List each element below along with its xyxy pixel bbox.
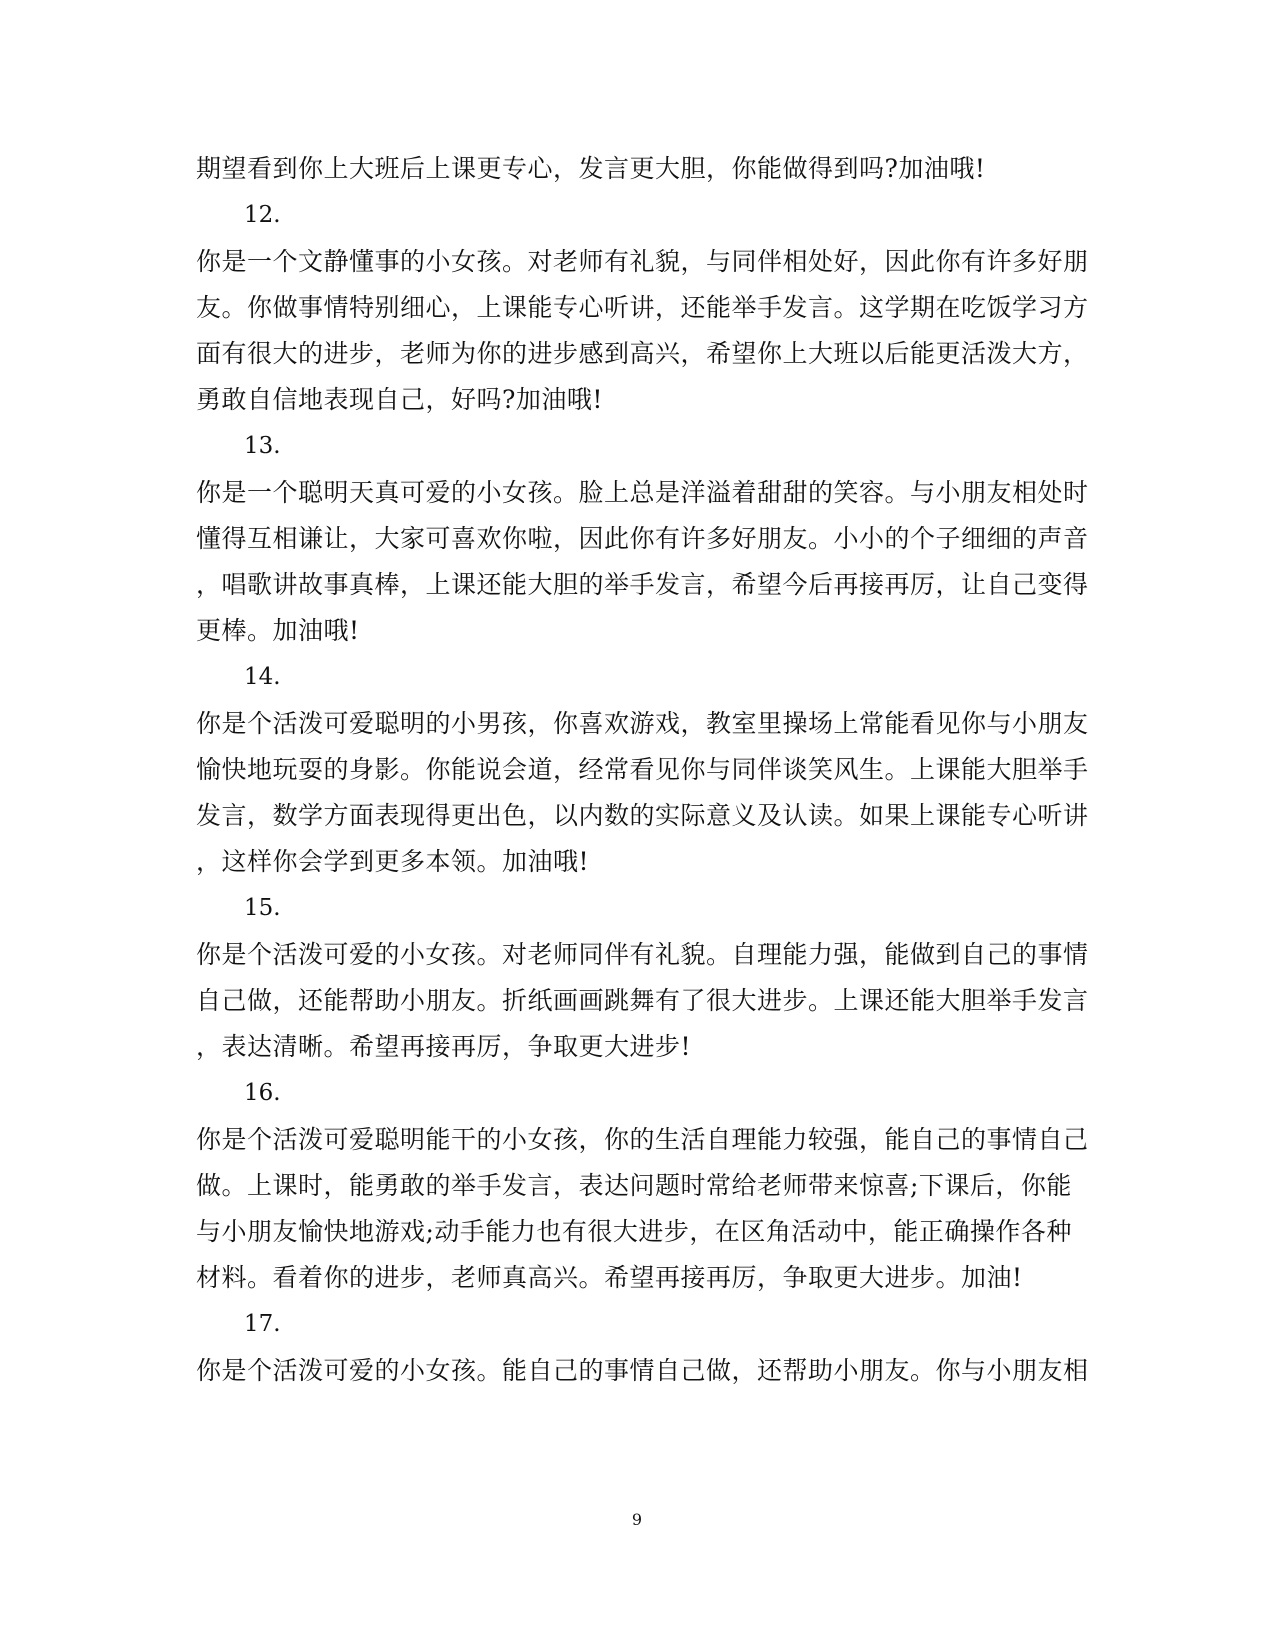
text-line: 面有很大的进步，老师为你的进步感到高兴，希望你上大班以后能更活泼大方， [196, 339, 1089, 368]
text-line: 你是个活泼可爱的小女孩。对老师同伴有礼貌。自理能力强，能做到自己的事情 [196, 940, 1089, 969]
text-line: 自己做，还能帮助小朋友。折纸画画跳舞有了很大进步。上课还能大胆举手发言 [196, 986, 1089, 1015]
text-line: 懂得互相谦让，大家可喜欢你啦，因此你有许多好朋友。小小的个子细细的声音 [196, 524, 1089, 553]
text-line: ，这样你会学到更多本领。加油哦! [196, 847, 590, 876]
text-line: 你是个活泼可爱聪明的小男孩，你喜欢游戏，教室里操场上常能看见你与小朋友 [196, 709, 1089, 738]
text-line: 愉快地玩耍的身影。你能说会道，经常看见你与同伴谈笑风生。上课能大胆举手 [196, 755, 1089, 784]
text-line: 更棒。加油哦! [196, 616, 360, 645]
page-number: 9 [631, 1510, 643, 1529]
text-line: 你是一个文静懂事的小女孩。对老师有礼貌，与同伴相处好，因此你有许多好朋 [196, 247, 1089, 276]
text-line: 与小朋友愉快地游戏;动手能力也有很大进步，在区角活动中，能正确操作各种 [196, 1217, 1072, 1246]
text-line: 做。上课时，能勇敢的举手发言，表达问题时常给老师带来惊喜;下课后，你能 [196, 1171, 1072, 1200]
text-line: 你是一个聪明天真可爱的小女孩。脸上总是洋溢着甜甜的笑容。与小朋友相处时 [196, 478, 1089, 507]
item-number-16: 16. [244, 1080, 281, 1106]
item-number-12: 12. [244, 202, 281, 228]
item-number-14: 14. [244, 664, 281, 690]
text-line: 发言，数学方面表现得更出色，以内数的实际意义及认读。如果上课能专心听讲 [196, 801, 1089, 830]
text-line: ，表达清晰。希望再接再厉，争取更大进步! [196, 1032, 692, 1061]
item-number-13: 13. [244, 433, 281, 459]
text-line: ，唱歌讲故事真棒，上课还能大胆的举手发言，希望今后再接再厉，让自己变得 [196, 570, 1089, 599]
item-number-15: 15. [244, 895, 281, 921]
text-line: 期望看到你上大班后上课更专心，发言更大胆，你能做得到吗?加油哦! [196, 154, 986, 183]
item-number-17: 17. [244, 1311, 281, 1337]
text-line: 友。你做事情特别细心，上课能专心听讲，还能举手发言。这学期在吃饭学习方 [196, 293, 1089, 322]
text-line: 你是个活泼可爱的小女孩。能自己的事情自己做，还帮助小朋友。你与小朋友相 [196, 1356, 1089, 1385]
text-line: 勇敢自信地表现自己，好吗?加油哦! [196, 385, 603, 414]
text-line: 你是个活泼可爱聪明能干的小女孩，你的生活自理能力较强，能自己的事情自己 [196, 1125, 1089, 1154]
text-line: 材料。看着你的进步，老师真高兴。希望再接再厉，争取更大进步。加油! [196, 1263, 1023, 1292]
